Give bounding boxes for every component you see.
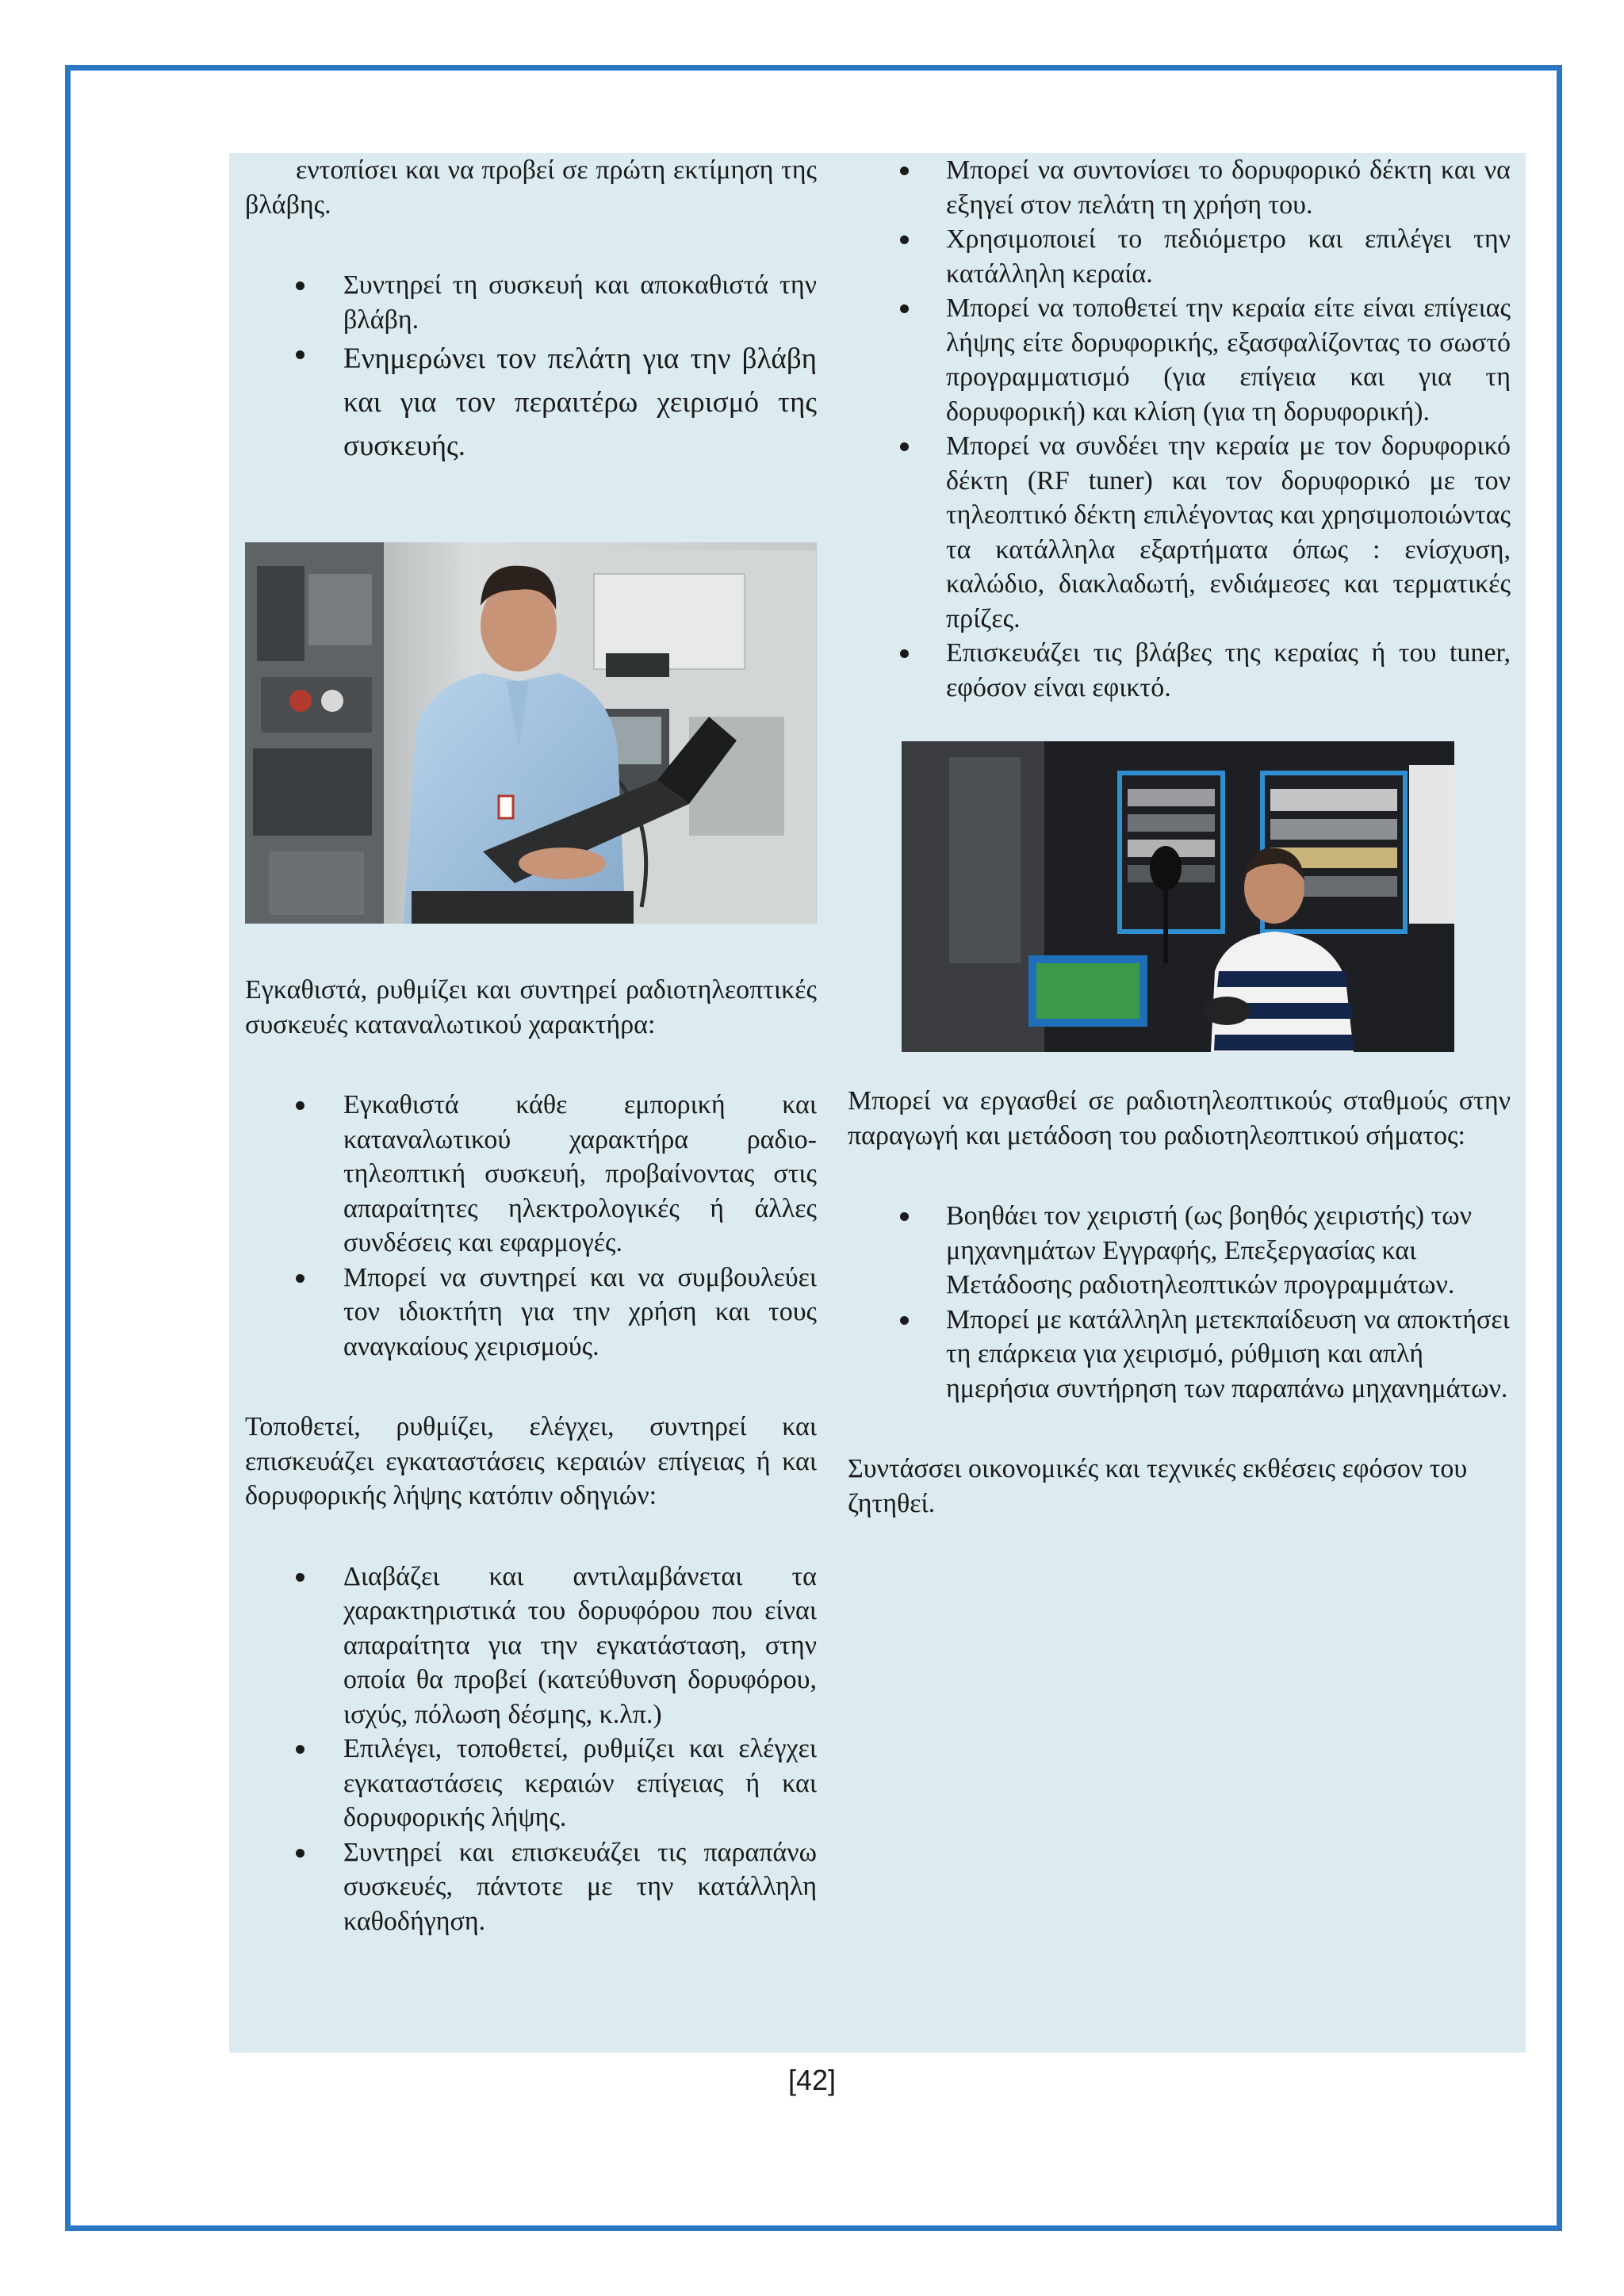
list-item: Μπορεί να συντηρεί και να συμβουλεύει τον ιδιοκτήτη για την χρήση και τους αναγκαίους χειρισμούς.: [245, 1261, 817, 1364]
list-item: Μπορεί να τοποθετεί την κεραία είτε είναι επίγειας λήψης είτε δορυφορικής, εξασφαλίζοντας το σωστό προγραμματισμό (για επίγεια και για τη δορυφορική) και κλίση (για τη δορυφορική).: [848, 291, 1511, 429]
intro-line: εντοπίσει και να προβεί σε πρώτη εκτίμηση της βλάβης.: [245, 155, 817, 220]
list-item: Επιλέγει, τοποθετεί, ρυθμίζει και ελέγχει εγκαταστάσεις κεραιών επίγειας ή και δορυφορικής λήψης.: [245, 1732, 817, 1835]
list-item: Ενημερώνει τον πελάτη για την βλάβη και για τον περαιτέρω χειρισμό της συσκευής.: [245, 337, 817, 468]
bullet-list-stations: [848, 1199, 1511, 1406]
bullet-list-satellite: [848, 153, 1511, 705]
list-item: Διαβάζει και αντιλαμβάνεται τα χαρακτηριστικά του δορυφόρου που είναι απαραίτητα για την εγκατάσταση, στην οποία θα προβεί (κατεύθυνση δορυφόρου, ισχύς, πόλωση δέσμης, κ.λπ.): [245, 1559, 817, 1732]
bullet-list-repair: [245, 268, 817, 468]
list-item: Μπορεί να συνδέει την κεραία με τον δορυφορικό δέκτη (RF tuner) και τον δορυφορικό με τον τηλεοπτικό δέκτη επιλέγοντας και χρησιμοποιώντας τα κατάλληλα εξαρτήματα όπως : ενίσχυση, καλώδιο, διακλαδωτή, ενδιάμεσες και τερματικές πρίζες.: [848, 429, 1511, 636]
list-item: Μπορεί με κατάλληλη μετεκπαίδευση να αποκτήσει τη επάρκεια για χειρισμό, ρύθμιση και απλή ημερήσια συντήρηση των παραπάνω μηχανημάτων.: [848, 1303, 1511, 1406]
list-item: Χρησιμοποιεί το πεδιόμετρο και επιλέγει την κατάλληλη κεραία.: [848, 222, 1511, 291]
heading-stations: Μπορεί να εργασθεί σε ραδιοτηλεοπτικούς σταθμούς στην παραγωγή και μετάδοση του ραδιοτηλεοπτικού σήματος:: [848, 1086, 1511, 1150]
list-item: Συντηρεί τη συσκευή και αποκαθιστά την βλάβη.: [245, 268, 817, 337]
list-item: Επισκευάζει τις βλάβες της κεραίας ή του tuner, εφόσον είναι εφικτό.: [848, 636, 1511, 705]
bullet-list-install: [245, 1088, 817, 1364]
list-item: Εγκαθιστά κάθε εμπορική και καταναλωτικού χαρακτήρα ραδιο-τηλεοπτική συσκευή, προβαίνοντας στις απαραίτητες ηλεκτρολογικές ή άλλες συνδέσεις και εφαρμογές.: [245, 1088, 817, 1261]
bullet-list-antennas: [245, 1559, 817, 1939]
page-number: [42]: [787, 2064, 837, 2096]
list-item: Συντηρεί και επισκευάζει τις παραπάνω συσκευές, πάντοτε με την κατάλληλη καθοδήγηση.: [245, 1835, 817, 1939]
closing-text: Συντάσσει οικονομικές και τεχνικές εκθέσεις εφόσον του ζητηθεί.: [848, 1454, 1468, 1518]
technician-with-laptop-photo: [245, 542, 817, 924]
heading-install: Εγκαθιστά, ρυθμίζει και συντηρεί ραδιοτηλεοπτικές συσκευές καταναλωτικού χαρακτήρα:: [245, 975, 817, 1039]
radio-studio-technician-photo: [902, 741, 1454, 1052]
heading-antennas: Τοποθετεί, ρυθμίζει, ελέγχει, συντηρεί και επισκευάζει εγκαταστάσεις κεραιών επίγειας ή και δορυφορικής λήψης κατόπιν οδηγιών:: [245, 1412, 817, 1510]
left-column: [245, 153, 817, 1938]
list-item: Βοηθάει τον χειριστή (ως βοηθός χειριστής) των μηχανημάτων Εγγραφής, Επεξεργασίας και Μετάδοσης ραδιοτηλεοπτικών προγραμμάτων.: [848, 1199, 1511, 1303]
list-item: Μπορεί να συντονίσει το δορυφορικό δέκτη και να εξηγεί στον πελάτη τη χρήση του.: [848, 153, 1511, 222]
right-column: [848, 153, 1511, 1521]
